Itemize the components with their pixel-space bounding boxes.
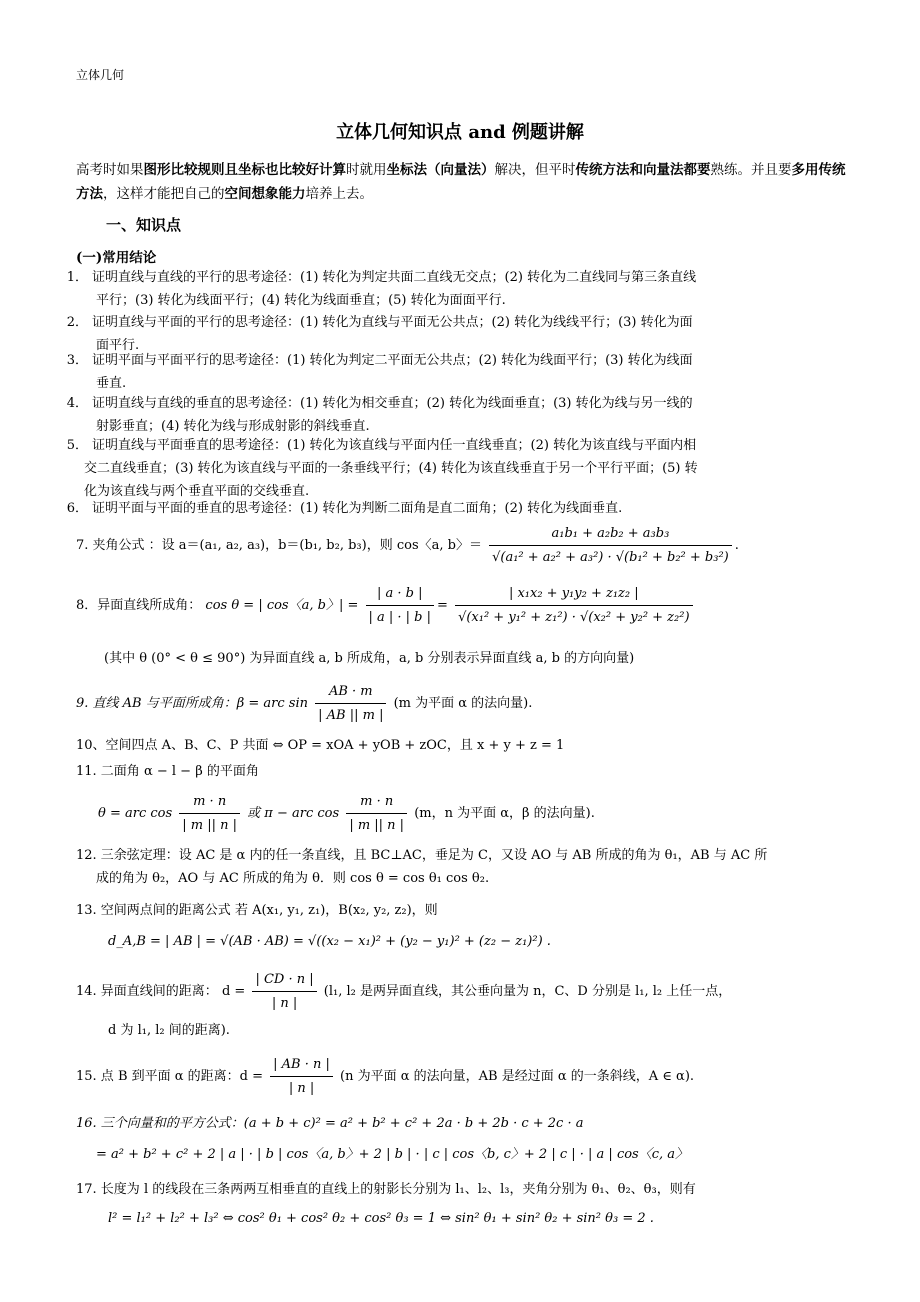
- formula-12: [76, 844, 866, 890]
- item-text: 面平行.: [96, 338, 140, 353]
- formula-10: 10、空间四点 A、B、C、P 共面 ⇔ OP = xOA + yOB + zOC，且 x + y + z = 1: [76, 738, 565, 753]
- list-item: [64, 349, 854, 395]
- fraction: [455, 582, 692, 629]
- subsection-heading: [76, 246, 156, 266]
- item-text: 证明平面与平面的垂直的思考途径：(1) 转化为判断二面角是直二面角；(2) 转化为线面垂直.: [92, 501, 623, 516]
- intro-text: 培养上去。: [305, 186, 373, 202]
- intro-text: 高考时如果: [76, 162, 144, 178]
- formula-11-label: 11. 二面角 α − l − β 的平面角: [76, 764, 259, 779]
- item-text: 平行；(3) 转化为线面平行；(4) 转化为线面垂直；(5) 转化为面面平行.: [96, 293, 506, 308]
- fraction: [346, 790, 407, 837]
- fraction-denominator: √(x₁² + y₁² + z₁²) · √(x₂² + y₂² + z₂²): [458, 610, 690, 625]
- formula-line: l² = l₁² + l₂² + l₃² ⇔ cos² θ₁ + cos² θ₂ + cos² θ₃ = 1 ⇔ sin² θ₁ + sin² θ₂ + sin² θ₃ = 2 .: [108, 1211, 654, 1226]
- fraction-denominator: | AB || m |: [318, 708, 384, 723]
- formula-14: [76, 968, 866, 1015]
- formula-label: 15. 点 B 到平面 α 的距离：d =: [76, 1069, 264, 1084]
- intro-bold: 坐标法（向量法）: [386, 162, 495, 178]
- formula-label: 8．异面直线所成角：: [76, 598, 202, 613]
- formula-expression: 或 π − arc cos: [247, 806, 340, 821]
- formula-line: d_A,B = | AB | = √(AB · AB) = √((x₂ − x₁)² + (y₂ − y₁)² + (z₂ − z₁)²) .: [108, 934, 551, 949]
- formula-13: [76, 899, 866, 953]
- section-heading: 一、知识点: [106, 216, 182, 234]
- intro-bold: 空间想象能力: [224, 186, 306, 202]
- fraction: [252, 968, 316, 1015]
- formula-17: [76, 1178, 866, 1230]
- formula-8-note: (其中 θ (0° < θ ≤ 90°) 为异面直线 a, b 所成角，a, b 分别表示异面直线 a, b 的方向向量): [104, 651, 635, 666]
- fraction: [366, 582, 435, 629]
- formula-expression: cos θ = | cos〈a, b〉| =: [205, 598, 359, 613]
- intro-text: 时就用: [346, 162, 387, 178]
- item-text: 交二直线垂直；(3) 转化为该直线与平面的一条垂线平行；(4) 转化为该直线垂直于另一个平行平面；(5) 转: [84, 461, 698, 476]
- fraction-denominator: | a | · | b |: [368, 610, 432, 625]
- list-item: [64, 497, 854, 520]
- intro-text: 解决，但平时: [494, 162, 576, 178]
- formula-line: 12. 三余弦定理：设 AC 是 α 内的任一条直线，且 BC⊥AC，垂足为 C，又设 AO 与 AB 所成的角为 θ₁，AB 与 AC 所: [76, 848, 768, 863]
- item-text: 垂直.: [96, 376, 127, 391]
- item-text: 化为该直线与两个垂直平面的交线垂直.: [84, 484, 310, 499]
- fraction-denominator: | n |: [288, 1081, 315, 1096]
- item-text: 射影垂直；(4) 转化为线与形成射影的斜线垂直.: [96, 419, 370, 434]
- page-title: 立体几何知识点 and 例题讲解: [336, 122, 584, 143]
- fraction-numerator: a₁b₁ + a₂b₂ + a₃b₃: [489, 522, 732, 546]
- list-item: [64, 266, 854, 312]
- item-number: 4．: [66, 396, 88, 411]
- formula-15: [76, 1053, 866, 1100]
- formula-16: [76, 1112, 866, 1166]
- formula-tail: (l₁, l₂ 是两异面直线，其公垂向量为 n，C、D 分别是 l₁, l₂ 上任一点，: [323, 984, 732, 999]
- list-item: [64, 392, 854, 438]
- formula-line: 成的角为 θ₂，AO 与 AC 所成的角为 θ．则 cos θ = cos θ₁ cos θ₂.: [96, 871, 490, 886]
- intro-paragraph: [76, 158, 856, 206]
- fraction-numerator: | CD · n |: [252, 968, 316, 992]
- fraction: [315, 680, 386, 727]
- formula-line: = a² + b² + c² + 2 | a | · | b | cos〈a, b〉+ 2 | b | · | c | cos〈b, c〉+ 2 | c | · | a | cos〈c, a〉: [96, 1147, 689, 1162]
- running-header: 立体几何: [76, 68, 125, 82]
- list-item: [64, 434, 854, 503]
- fraction-denominator: | m || n |: [349, 818, 405, 833]
- fraction: [489, 522, 732, 569]
- formula-expression: θ = arc cos: [98, 806, 173, 821]
- intro-text: 熟练。并且要: [710, 162, 792, 178]
- fraction-numerator: | x₁x₂ + y₁y₂ + z₁z₂ |: [455, 582, 692, 606]
- fraction-numerator: | AB · n |: [270, 1053, 333, 1077]
- formula-tail: (m，n 为平面 α，β 的法向量).: [414, 806, 595, 821]
- formula-9: [76, 680, 866, 727]
- item-text: 证明平面与平面平行的思考途径：(1) 转化为判定二平面无公共点；(2) 转化为线面平行；(3) 转化为线面: [92, 353, 693, 368]
- formula-14-line2: d 为 l₁, l₂ 间的距离).: [108, 1023, 230, 1038]
- formula-label: 14. 异面直线间的距离： d =: [76, 984, 246, 999]
- formula-tail: (n 为平面 α 的法向量，AB 是经过面 α 的一条斜线，A ∈ α).: [340, 1069, 695, 1084]
- intro-bold: 传统方法和向量法都要: [575, 162, 711, 178]
- formula-tail: (m 为平面 α 的法向量).: [393, 696, 533, 711]
- fraction-numerator: m · n: [346, 790, 407, 814]
- item-text: 证明直线与平面的平行的思考途径：(1) 转化为直线与平面无公共点；(2) 转化为线线平行；(3) 转化为面: [92, 315, 693, 330]
- item-number: 3．: [66, 353, 88, 368]
- fraction-denominator: | m || n |: [182, 818, 238, 833]
- formula-line: 13. 空间两点间的距离公式 若 A(x₁, y₁, z₁)，B(x₂, y₂, z₂)，则: [76, 903, 438, 918]
- fraction: [270, 1053, 333, 1100]
- formula-8: 8．异面直线所成角： cos θ = | cos〈a, b〉| = $\frac{| a \cdot b |}{| a | \cdot | b |}$ = $\frac{\text{| x₁x₂ + y₁y₂ + z₁z₂ |}}{\text{√(x₁² + y₁² + z₁²) · √(x₂² + y₂² + z₂²)}}$: [76, 582, 866, 629]
- formula-tail: .: [734, 538, 739, 553]
- formula-label: 7. 夹角公式 ：设 a＝(a₁, a₂, a₃)，b＝(b₁, b₂, b₃)，则 cos〈a, b〉＝: [76, 538, 482, 553]
- item-text: 证明直线与直线的垂直的思考途径：(1) 转化为相交垂直；(2) 转化为线面垂直；(3) 转化为线与另一线的: [92, 396, 693, 411]
- formula-line: 16. 三个向量和的平方公式：(a + b + c)² = a² + b² + c² + 2a · b + 2b · c + 2c · a: [76, 1116, 584, 1131]
- item-number: 5．: [66, 438, 88, 453]
- fraction-numerator: m · n: [179, 790, 240, 814]
- subsection-label: (一)常用结论: [76, 250, 157, 266]
- formula-11: [98, 790, 888, 837]
- fraction-numerator: | a · b |: [366, 582, 435, 606]
- fraction-numerator: AB · m: [315, 680, 386, 704]
- formula-label: 9. 直线 AB 与平面所成角：β = arc sin: [76, 696, 308, 711]
- item-number: 6．: [66, 501, 88, 516]
- item-number: 1．: [66, 270, 88, 285]
- fraction: [179, 790, 240, 837]
- intro-text: ，这样才能把自己的: [103, 186, 225, 202]
- formula-7: [76, 522, 866, 569]
- fraction-denominator: √(a₁² + a₂² + a₃²) · √(b₁² + b₂² + b₃²): [492, 550, 729, 565]
- intro-bold: 多用传统方法: [76, 162, 846, 202]
- formula-line: 17. 长度为 l 的线段在三条两两互相垂直的直线上的射影长分别为 l₁、l₂、l₃，夹角分别为 θ₁、θ₂、θ₃，则有: [76, 1182, 696, 1197]
- item-number: 2．: [66, 315, 88, 330]
- fraction-denominator: | n |: [271, 996, 298, 1011]
- item-text: 证明直线与平面垂直的思考途径：(1) 转化为该直线与平面内任一直线垂直；(2) 转化为该直线与平面内相: [92, 438, 697, 453]
- intro-bold: 图形比较规则且坐标也比较好计算: [143, 162, 346, 178]
- item-text: 证明直线与直线的平行的思考途径：(1) 转化为判定共面二直线无交点；(2) 转化为二直线同与第三条直线: [92, 270, 697, 285]
